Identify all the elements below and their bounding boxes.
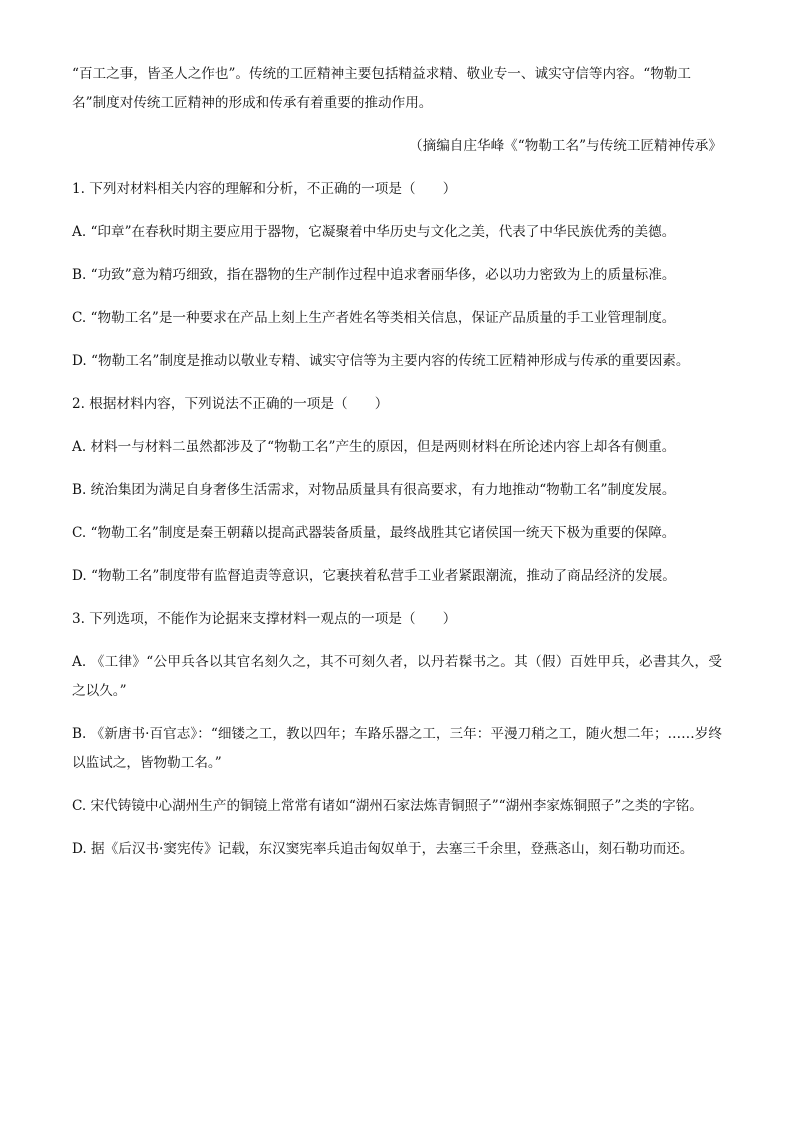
intro-line-2: 名”制度对传统工匠精神的形成和传承有着重要的推动作用。 (72, 95, 433, 111)
question-3-title: 3. 下列选项，不能作为论据来支撑材料一观点的一项是（ ） (72, 611, 457, 627)
question-3-option-b: B. 《新唐书·百官志》：“细镂之工，教以四年；车路乐器之工，三年：平漫刀稍之工，随火想二年；……岁终以监试之，皆物勒工名。” (72, 726, 722, 771)
document-page (72, 60, 722, 864)
question-1-title: 1. 下列对材料相关内容的理解和分析，不正确的一项是（ ） (72, 181, 457, 197)
question-1-option-d: D. “物勒工名”制度是推动以敬业专精、诚实守信等为主要内容的传统工匠精神形成与传承的重要因素。 (72, 353, 690, 369)
source-citation: （摘编自庄华峰《“物勒工名”与传统工匠精神传承》 (409, 138, 722, 154)
question-2-option-d: D. “物勒工名”制度带有监督追责等意识，它裹挟着私营手工业者紧跟潮流，推动了商品经济的发展。 (72, 568, 676, 584)
question-3-option-a: A. 《工律》“公甲兵各以其官名刻久之，其不可刻久者，以丹若髹书之。其（假）百姓甲兵，必書其久，受之以久。” (72, 654, 722, 699)
question-1-option-b: B. “功致”意为精巧细致，指在器物的生产制作过程中追求奢丽华侈，必以功力密致为上的质量标准。 (72, 267, 676, 283)
question-2-option-b: B. 统治集团为满足自身奢侈生活需求，对物品质量具有很高要求，有力地推动“物勒工名”制度发展。 (72, 482, 676, 498)
question-2-option-a: A. 材料一与材料二虽然都涉及了“物勒工名”产生的原因，但是两则材料在所论述内容上却各有侧重。 (72, 439, 676, 455)
question-3-option-c: C. 宋代铸镜中心湖州生产的铜镜上常常有诸如“湖州石家法炼青铜照子”“湖州李家炼铜照子”之类的字铭。 (72, 798, 703, 814)
question-2-option-c: C. “物勒工名”制度是秦王朝藉以提高武器装备质量，最终战胜其它诸侯国一统天下极为重要的保障。 (72, 525, 676, 541)
question-1-option-a: A. “印章”在春秋时期主要应用于器物，它凝聚着中华历史与文化之美，代表了中华民族优秀的美德。 (72, 224, 676, 240)
question-3-option-d: D. 据《后汉书·窦宪传》记载，东汉窦宪率兵追击匈奴单于，去塞三千余里，登燕忞山，刻石勒功而还。 (72, 841, 694, 857)
question-2-title: 2. 根据材料内容，下列说法不正确的一项是（ ） (72, 396, 389, 412)
question-1-option-c: C. “物勒工名”是一种要求在产品上刻上生产者姓名等类相关信息，保证产品质量的手工业管理制度。 (72, 310, 676, 326)
intro-paragraph (72, 60, 722, 118)
intro-line-1: “百工之事，皆圣人之作也”。传统的工匠精神主要包括精益求精、敬业专一、诚实守信等内容。“物勒工 (72, 66, 691, 82)
